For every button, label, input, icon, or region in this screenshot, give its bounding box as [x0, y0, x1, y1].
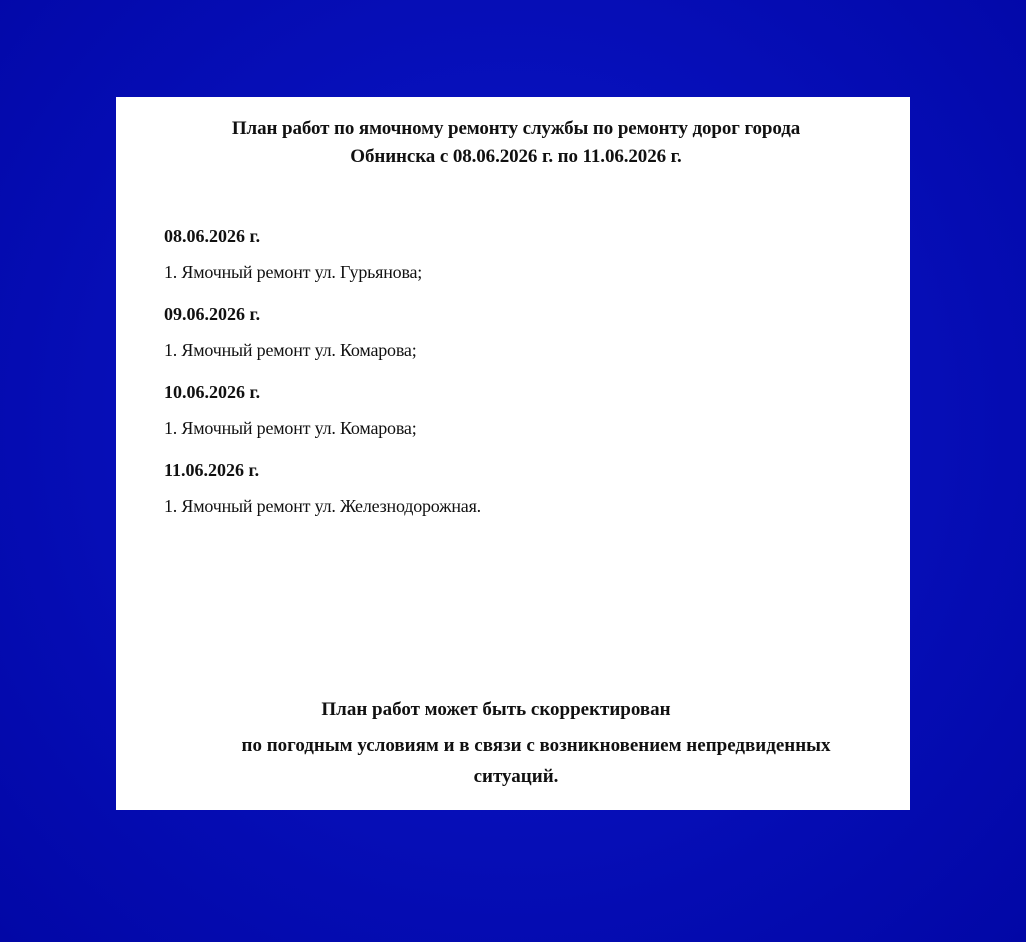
note-line-3: ситуаций.: [473, 766, 559, 787]
schedule-task: 1. Ямочный ремонт ул. Гурьянова;: [164, 262, 423, 282]
schedule-day: [164, 303, 864, 361]
schedule-day: [164, 459, 864, 517]
document-sheet: [116, 97, 910, 810]
title-line-2: Обнинска с 08.06.2026 г. по 11.06.2026 г.: [350, 146, 682, 167]
schedule-date: 11.06.2026 г.: [164, 460, 260, 480]
schedule-date: 10.06.2026 г.: [164, 382, 261, 402]
schedule-task: 1. Ямочный ремонт ул. Железнодорожная.: [164, 496, 481, 516]
schedule-date: 09.06.2026 г.: [164, 304, 261, 324]
schedule-list: [164, 225, 864, 537]
schedule-task: 1. Ямочный ремонт ул. Комарова;: [164, 340, 417, 360]
document-title: [156, 115, 876, 171]
note-line-2: по погодным условиям и в связи с возникновением непредвиденных: [241, 735, 831, 756]
disclaimer-note: [136, 692, 896, 792]
schedule-day: [164, 225, 864, 283]
note-line-1: План работ может быть скорректирован: [321, 699, 671, 720]
schedule-day: [164, 381, 864, 439]
schedule-date: 08.06.2026 г.: [164, 226, 261, 246]
schedule-task: 1. Ямочный ремонт ул. Комарова;: [164, 418, 417, 438]
title-line-1: План работ по ямочному ремонту службы по ремонту дорог города: [231, 118, 801, 139]
